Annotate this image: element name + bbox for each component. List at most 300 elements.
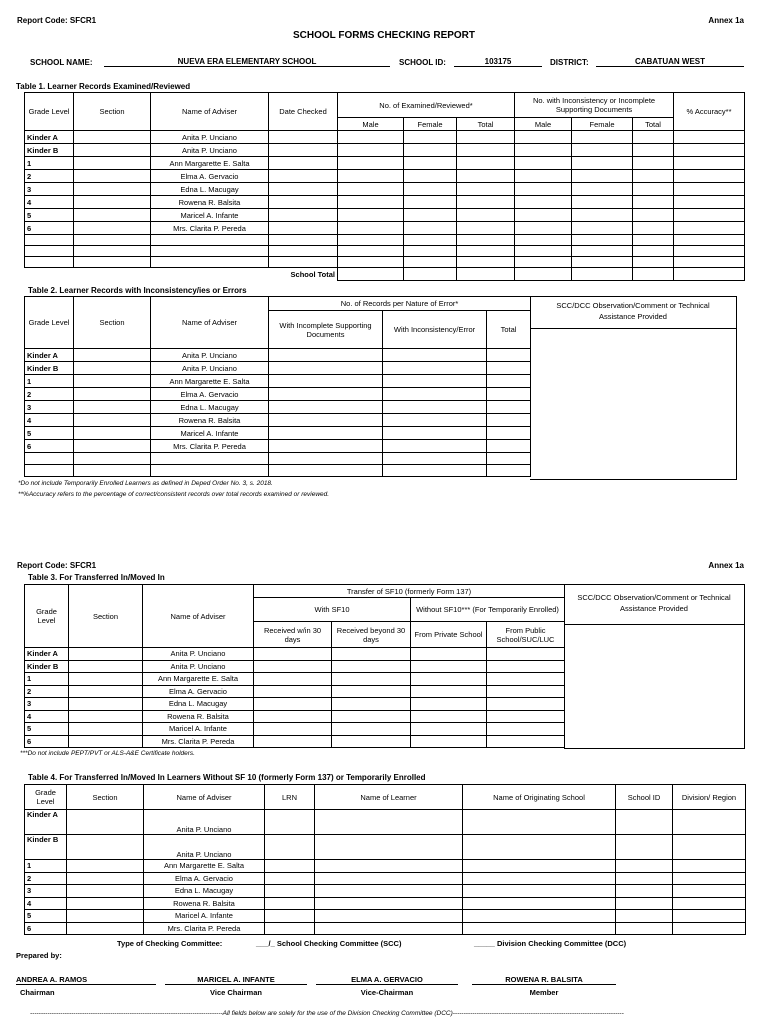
data-cell[interactable]: [315, 835, 463, 860]
data-cell[interactable]: [487, 710, 565, 723]
adviser-cell: [151, 453, 269, 465]
section-cell[interactable]: [74, 157, 151, 170]
table-row: [25, 648, 565, 661]
data-cell[interactable]: [616, 885, 673, 898]
data-cell[interactable]: [515, 144, 572, 157]
section-cell[interactable]: [74, 465, 151, 477]
data-cell[interactable]: [338, 246, 404, 257]
report-code: Report Code: SFCR1: [17, 561, 97, 570]
adviser-cell: Edna L. Macugay: [144, 885, 265, 898]
data-cell[interactable]: [515, 246, 572, 257]
section-cell[interactable]: [67, 897, 144, 910]
data-cell[interactable]: [269, 362, 383, 375]
grade-level-cell: 6: [25, 735, 69, 748]
section-cell[interactable]: [74, 388, 151, 401]
data-cell[interactable]: [457, 257, 515, 268]
data-cell[interactable]: [338, 235, 404, 246]
total-cell[interactable]: [633, 268, 674, 281]
data-cell[interactable]: [572, 131, 633, 144]
table-row: [25, 349, 531, 362]
data-cell[interactable]: [674, 196, 745, 209]
col-adviser: Name of Adviser: [144, 785, 265, 810]
school-name-value: NUEVA ERA ELEMENTARY SCHOOL: [104, 57, 390, 67]
section-cell[interactable]: [74, 349, 151, 362]
data-cell[interactable]: [616, 835, 673, 860]
data-cell[interactable]: [265, 860, 315, 873]
observation-header: SCC/DCC Observation/Comment or Technical Assistance Provided: [530, 297, 736, 329]
data-cell[interactable]: [338, 209, 404, 222]
data-cell[interactable]: [269, 465, 383, 477]
data-cell[interactable]: [463, 885, 616, 898]
table-row: [25, 401, 531, 414]
data-cell[interactable]: [383, 465, 487, 477]
data-cell[interactable]: [673, 910, 746, 923]
data-cell[interactable]: [269, 222, 338, 235]
data-cell[interactable]: [269, 170, 338, 183]
data-cell[interactable]: [269, 453, 383, 465]
data-cell[interactable]: [633, 209, 674, 222]
grade-level-cell: Kinder B: [25, 835, 67, 860]
data-cell[interactable]: [515, 196, 572, 209]
data-cell[interactable]: [487, 427, 531, 440]
data-cell[interactable]: [404, 222, 457, 235]
adviser-cell: Elma A. Gervacio: [151, 388, 269, 401]
data-cell[interactable]: [515, 131, 572, 144]
data-cell[interactable]: [265, 872, 315, 885]
table-row: [25, 246, 745, 257]
data-cell[interactable]: [383, 388, 487, 401]
section-cell[interactable]: [67, 910, 144, 923]
col-received-beyond: Received beyond 30 days: [332, 622, 411, 648]
grade-level-cell: 4: [25, 414, 74, 427]
data-cell[interactable]: [633, 157, 674, 170]
col-from-private: From Private School: [411, 622, 487, 648]
data-cell[interactable]: [674, 131, 745, 144]
data-cell[interactable]: [269, 235, 338, 246]
data-cell[interactable]: [332, 735, 411, 748]
signer-name: MARICEL A. INFANTE: [165, 975, 307, 985]
section-cell[interactable]: [69, 685, 143, 698]
data-cell[interactable]: [487, 388, 531, 401]
data-cell[interactable]: [673, 922, 746, 935]
data-cell[interactable]: [463, 910, 616, 923]
grade-level-cell: 5: [25, 723, 69, 736]
data-cell[interactable]: [254, 648, 332, 661]
data-cell[interactable]: [457, 209, 515, 222]
data-cell[interactable]: [673, 810, 746, 835]
data-cell[interactable]: [269, 209, 338, 222]
section-cell[interactable]: [74, 222, 151, 235]
data-cell[interactable]: [515, 209, 572, 222]
data-cell[interactable]: [338, 144, 404, 157]
adviser-cell: Anita P. Unciano: [151, 144, 269, 157]
data-cell[interactable]: [383, 453, 487, 465]
grade-level-cell: 1: [25, 673, 69, 686]
data-cell[interactable]: [673, 860, 746, 873]
data-cell[interactable]: [383, 427, 487, 440]
data-cell[interactable]: [338, 131, 404, 144]
data-cell[interactable]: [515, 183, 572, 196]
data-cell[interactable]: [269, 388, 383, 401]
data-cell[interactable]: [572, 222, 633, 235]
adviser-cell: Mrs. Clarita P. Pereda: [144, 922, 265, 935]
section-cell[interactable]: [67, 922, 144, 935]
grade-level-cell: [25, 465, 74, 477]
signer-role: Chairman: [20, 988, 55, 997]
data-cell[interactable]: [265, 885, 315, 898]
grade-level-cell: Kinder A: [25, 810, 67, 835]
data-cell[interactable]: [315, 910, 463, 923]
grade-level-cell: 3: [25, 698, 69, 711]
table4-caption: Table 4. For Transferred In/Moved In Learners Without SF 10 (formerly Form 137) or Temporarily Enrolled: [28, 773, 426, 782]
data-cell[interactable]: [487, 660, 565, 673]
data-cell[interactable]: [269, 401, 383, 414]
district-value: CABATUAN WEST: [596, 57, 744, 67]
section-cell[interactable]: [74, 196, 151, 209]
data-cell[interactable]: [616, 910, 673, 923]
data-cell[interactable]: [463, 897, 616, 910]
data-cell[interactable]: [315, 885, 463, 898]
data-cell[interactable]: [383, 375, 487, 388]
data-cell[interactable]: [315, 897, 463, 910]
data-cell[interactable]: [254, 723, 332, 736]
data-cell[interactable]: [269, 131, 338, 144]
data-cell[interactable]: [411, 710, 487, 723]
committee-label: Type of Checking Committee:: [117, 939, 223, 948]
col-accuracy: % Accuracy**: [674, 93, 745, 131]
footnote-2: **%Accuracy refers to the percentage of correct/consistent records over total records examined or reviewed.: [18, 491, 330, 498]
grade-level-cell: [25, 235, 74, 246]
data-cell[interactable]: [674, 222, 745, 235]
data-cell[interactable]: [404, 235, 457, 246]
data-cell[interactable]: [673, 835, 746, 860]
data-cell[interactable]: [674, 144, 745, 157]
data-cell[interactable]: [487, 735, 565, 748]
data-cell[interactable]: [269, 414, 383, 427]
data-cell[interactable]: [616, 897, 673, 910]
data-cell[interactable]: [411, 735, 487, 748]
grade-level-cell: 3: [25, 183, 74, 196]
data-cell[interactable]: [616, 810, 673, 835]
data-cell[interactable]: [572, 209, 633, 222]
data-cell[interactable]: [269, 440, 383, 453]
section-cell[interactable]: [69, 660, 143, 673]
scc-option[interactable]: ___/_ School Checking Committee (SCC): [256, 939, 402, 948]
data-cell[interactable]: [269, 427, 383, 440]
dcc-divider-note: -----------------------------------------------------------------------------------------All fields below are solely for the use of the Division Checking Committee (DCC)-------------------------------------------------------------------------------: [30, 1010, 624, 1017]
data-cell[interactable]: [383, 349, 487, 362]
section-cell[interactable]: [74, 235, 151, 246]
data-cell[interactable]: [383, 414, 487, 427]
data-cell[interactable]: [269, 375, 383, 388]
section-cell[interactable]: [69, 723, 143, 736]
data-cell[interactable]: [411, 673, 487, 686]
data-cell[interactable]: [457, 222, 515, 235]
total-cell[interactable]: [515, 268, 572, 281]
data-cell[interactable]: [332, 685, 411, 698]
col-inconsistency-error: With Inconsistency/Error: [383, 311, 487, 349]
data-cell[interactable]: [633, 246, 674, 257]
data-cell[interactable]: [633, 222, 674, 235]
section-cell[interactable]: [67, 860, 144, 873]
footnote-1: *Do not include Temporarily Enrolled Learners as defined in Deped Order No. 3, s. 2018.: [18, 480, 273, 487]
section-cell[interactable]: [69, 698, 143, 711]
data-cell[interactable]: [315, 860, 463, 873]
data-cell[interactable]: [673, 872, 746, 885]
data-cell[interactable]: [457, 157, 515, 170]
data-cell[interactable]: [572, 235, 633, 246]
col-adviser: Name of Adviser: [151, 297, 269, 349]
data-cell[interactable]: [254, 735, 332, 748]
data-cell[interactable]: [572, 170, 633, 183]
table-row: [25, 673, 565, 686]
section-cell[interactable]: [74, 453, 151, 465]
section-cell[interactable]: [67, 872, 144, 885]
section-cell[interactable]: [69, 710, 143, 723]
total-cell[interactable]: [338, 268, 404, 281]
data-cell[interactable]: [572, 144, 633, 157]
data-cell[interactable]: [457, 196, 515, 209]
data-cell[interactable]: [633, 131, 674, 144]
data-cell[interactable]: [457, 170, 515, 183]
data-cell[interactable]: [633, 196, 674, 209]
data-cell[interactable]: [404, 257, 457, 268]
data-cell[interactable]: [404, 131, 457, 144]
data-cell[interactable]: [332, 660, 411, 673]
data-cell[interactable]: [404, 170, 457, 183]
data-cell[interactable]: [572, 157, 633, 170]
total-cell[interactable]: [457, 268, 515, 281]
data-cell[interactable]: [338, 257, 404, 268]
grade-level-cell: 6: [25, 222, 74, 235]
data-cell[interactable]: [404, 246, 457, 257]
section-cell[interactable]: [67, 810, 144, 835]
data-cell[interactable]: [515, 157, 572, 170]
data-cell[interactable]: [411, 685, 487, 698]
data-cell[interactable]: [338, 222, 404, 235]
adviser-cell: Rowena R. Balsita: [143, 710, 254, 723]
data-cell[interactable]: [411, 648, 487, 661]
data-cell[interactable]: [487, 648, 565, 661]
data-cell[interactable]: [487, 465, 531, 477]
data-cell[interactable]: [265, 810, 315, 835]
data-cell[interactable]: [404, 144, 457, 157]
data-cell[interactable]: [673, 885, 746, 898]
data-cell[interactable]: [487, 673, 565, 686]
data-cell[interactable]: [254, 660, 332, 673]
data-cell[interactable]: [269, 144, 338, 157]
section-cell[interactable]: [74, 131, 151, 144]
data-cell[interactable]: [254, 673, 332, 686]
dcc-option[interactable]: _____ Division Checking Committee (DCC): [474, 939, 627, 948]
grade-level-cell: Kinder A: [25, 349, 74, 362]
data-cell[interactable]: [457, 183, 515, 196]
section-cell[interactable]: [67, 885, 144, 898]
data-cell[interactable]: [383, 401, 487, 414]
data-cell[interactable]: [269, 257, 338, 268]
adviser-cell: Rowena R. Balsita: [151, 414, 269, 427]
section-cell[interactable]: [74, 257, 151, 268]
data-cell[interactable]: [315, 810, 463, 835]
data-cell[interactable]: [254, 710, 332, 723]
data-cell[interactable]: [572, 196, 633, 209]
data-cell[interactable]: [515, 257, 572, 268]
page-title: SCHOOL FORMS CHECKING REPORT: [292, 30, 476, 41]
grade-level-cell: 6: [25, 440, 74, 453]
data-cell[interactable]: [338, 196, 404, 209]
data-cell[interactable]: [487, 414, 531, 427]
data-cell[interactable]: [404, 196, 457, 209]
section-cell[interactable]: [74, 183, 151, 196]
footnote-3: ***Do not include PEPT/PVT or ALS-A&E Certificate holders.: [20, 750, 195, 757]
data-cell[interactable]: [404, 183, 457, 196]
data-cell[interactable]: [487, 362, 531, 375]
col-inconsistency: No. with Inconsistency or Incomplete Supporting Documents: [515, 93, 674, 118]
data-cell[interactable]: [572, 257, 633, 268]
data-cell[interactable]: [332, 698, 411, 711]
data-cell[interactable]: [463, 860, 616, 873]
section-cell[interactable]: [74, 401, 151, 414]
data-cell[interactable]: [487, 440, 531, 453]
grade-level-cell: 1: [25, 375, 74, 388]
grade-level-cell: 5: [25, 209, 74, 222]
data-cell[interactable]: [463, 810, 616, 835]
data-cell[interactable]: [674, 170, 745, 183]
data-cell[interactable]: [487, 401, 531, 414]
data-cell[interactable]: [265, 835, 315, 860]
section-cell[interactable]: [67, 835, 144, 860]
table-row: [25, 388, 531, 401]
data-cell[interactable]: [487, 723, 565, 736]
total-cell[interactable]: [572, 268, 633, 281]
data-cell[interactable]: [315, 872, 463, 885]
section-cell[interactable]: [74, 144, 151, 157]
data-cell[interactable]: [404, 157, 457, 170]
data-cell[interactable]: [254, 685, 332, 698]
table-row: [25, 698, 565, 711]
adviser-cell: Ann Margarette E. Salta: [151, 157, 269, 170]
data-cell[interactable]: [633, 235, 674, 246]
data-cell[interactable]: [674, 183, 745, 196]
data-cell[interactable]: [572, 246, 633, 257]
data-cell[interactable]: [383, 440, 487, 453]
data-cell[interactable]: [269, 246, 338, 257]
data-cell[interactable]: [332, 723, 411, 736]
section-cell[interactable]: [69, 735, 143, 748]
data-cell[interactable]: [265, 897, 315, 910]
data-cell[interactable]: [633, 183, 674, 196]
data-cell[interactable]: [332, 710, 411, 723]
section-cell[interactable]: [74, 170, 151, 183]
table-row: [25, 835, 746, 860]
signer-role: Vice-Chairman: [360, 988, 414, 997]
grade-level-cell: [25, 257, 74, 268]
data-cell[interactable]: [411, 698, 487, 711]
data-cell[interactable]: [332, 648, 411, 661]
data-cell[interactable]: [515, 222, 572, 235]
data-cell[interactable]: [616, 872, 673, 885]
section-cell[interactable]: [74, 209, 151, 222]
adviser-cell: Elma A. Gervacio: [143, 685, 254, 698]
data-cell[interactable]: [515, 235, 572, 246]
total-cell[interactable]: [404, 268, 457, 281]
data-cell[interactable]: [457, 235, 515, 246]
data-cell[interactable]: [411, 660, 487, 673]
total-cell[interactable]: [674, 268, 745, 281]
data-cell[interactable]: [616, 922, 673, 935]
data-cell[interactable]: [265, 910, 315, 923]
data-cell[interactable]: [338, 170, 404, 183]
col-nature-of-error: No. of Records per Nature of Error*: [269, 297, 531, 311]
section-cell[interactable]: [74, 362, 151, 375]
data-cell[interactable]: [487, 698, 565, 711]
signer-name: ANDREA A. RAMOS: [16, 975, 156, 985]
data-cell[interactable]: [269, 183, 338, 196]
data-cell[interactable]: [487, 685, 565, 698]
data-cell[interactable]: [515, 170, 572, 183]
data-cell[interactable]: [633, 144, 674, 157]
data-cell[interactable]: [457, 246, 515, 257]
data-cell[interactable]: [463, 922, 616, 935]
school-name-label: SCHOOL NAME:: [30, 58, 93, 67]
data-cell[interactable]: [383, 362, 487, 375]
data-cell[interactable]: [674, 257, 745, 268]
data-cell[interactable]: [269, 196, 338, 209]
data-cell[interactable]: [487, 453, 531, 465]
data-cell[interactable]: [674, 209, 745, 222]
data-cell[interactable]: [254, 698, 332, 711]
data-cell[interactable]: [673, 897, 746, 910]
data-cell[interactable]: [674, 235, 745, 246]
data-cell[interactable]: [487, 375, 531, 388]
data-cell[interactable]: [457, 144, 515, 157]
data-cell[interactable]: [269, 349, 383, 362]
section-cell[interactable]: [69, 648, 143, 661]
data-cell[interactable]: [487, 349, 531, 362]
table-row: [25, 144, 745, 157]
table2-caption: Table 2. Learner Records with Inconsistency/ies or Errors: [28, 286, 247, 295]
adviser-cell: Maricel A. Infante: [143, 723, 254, 736]
section-cell[interactable]: [74, 427, 151, 440]
col-male: Male: [338, 118, 404, 131]
section-cell[interactable]: [74, 375, 151, 388]
data-cell[interactable]: [674, 157, 745, 170]
section-cell[interactable]: [74, 414, 151, 427]
section-cell[interactable]: [69, 673, 143, 686]
data-cell[interactable]: [332, 673, 411, 686]
data-cell[interactable]: [404, 209, 457, 222]
col-grade-level: Grade Level: [25, 785, 67, 810]
data-cell[interactable]: [411, 723, 487, 736]
section-cell[interactable]: [74, 440, 151, 453]
data-cell[interactable]: [338, 183, 404, 196]
section-cell[interactable]: [74, 246, 151, 257]
data-cell[interactable]: [616, 860, 673, 873]
grade-level-cell: 3: [25, 885, 67, 898]
data-cell[interactable]: [457, 131, 515, 144]
data-cell[interactable]: [674, 246, 745, 257]
data-cell[interactable]: [463, 835, 616, 860]
data-cell[interactable]: [633, 170, 674, 183]
data-cell[interactable]: [463, 872, 616, 885]
data-cell[interactable]: [338, 157, 404, 170]
table-row: [25, 810, 746, 835]
data-cell[interactable]: [265, 922, 315, 935]
data-cell[interactable]: [315, 922, 463, 935]
data-cell[interactable]: [269, 157, 338, 170]
data-cell[interactable]: [633, 257, 674, 268]
data-cell[interactable]: [572, 183, 633, 196]
